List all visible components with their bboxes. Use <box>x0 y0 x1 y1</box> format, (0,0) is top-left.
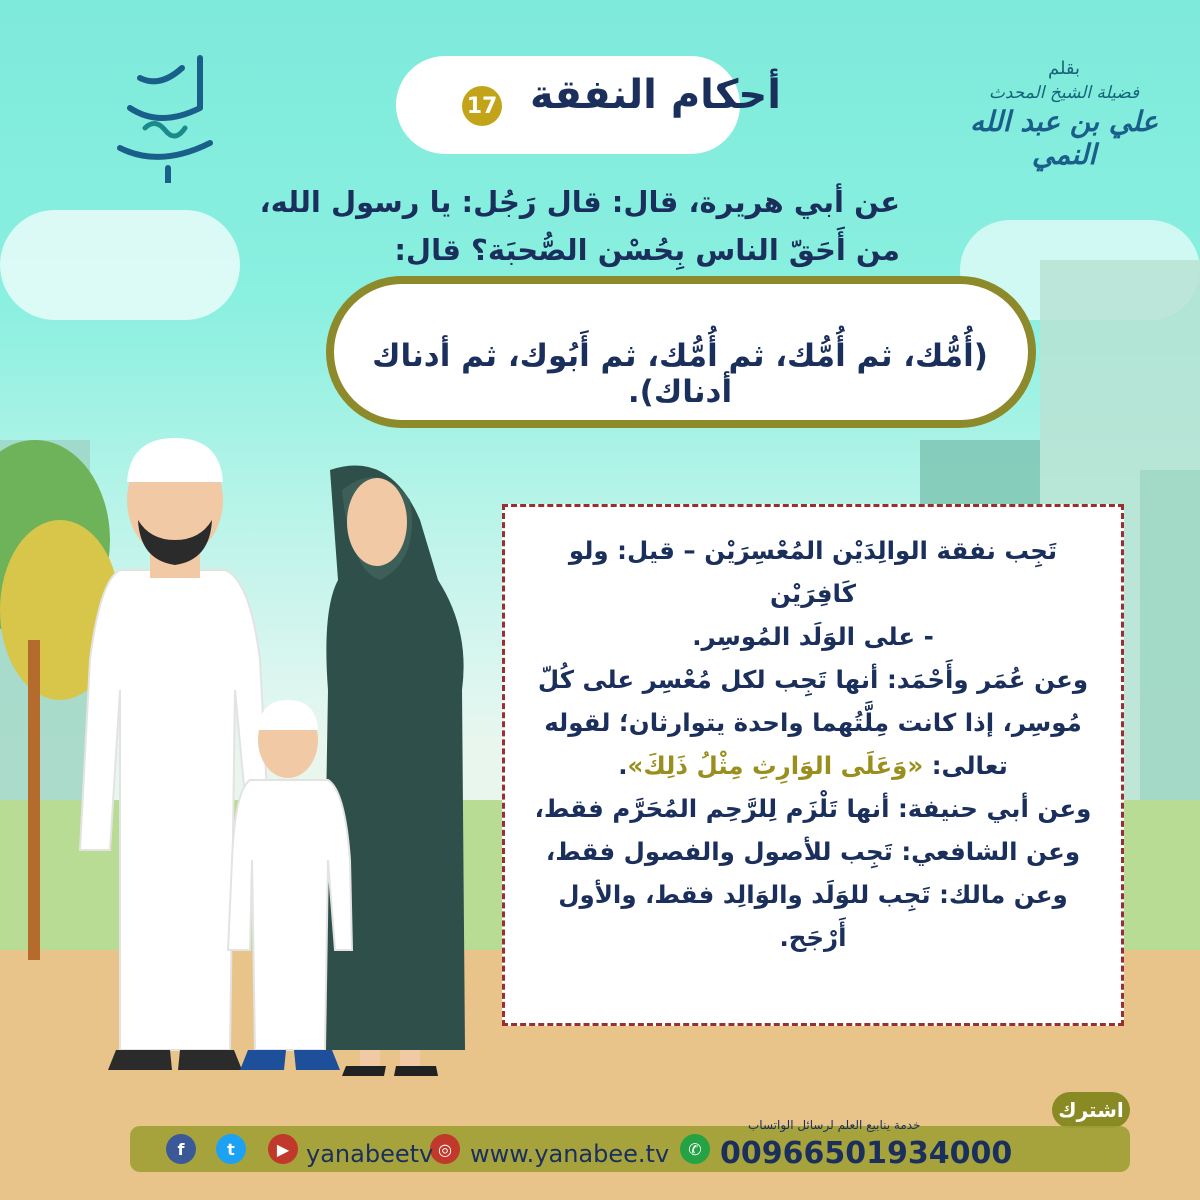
note-line: وعن الشافعي: تَجِب للأصول والفصول فقط، <box>545 837 1081 866</box>
note-line-ayah <box>529 744 1097 787</box>
mother-figure <box>322 466 465 1076</box>
ayah-suffix: . <box>618 751 628 780</box>
website-link[interactable]: www.yanabee.tv <box>470 1140 670 1168</box>
hadith-answer: (أُمُّك، ثم أُمُّك، ثم أُمُّك، ثم أَبُوك، ثم أدناك أدناك). <box>372 338 988 410</box>
hadith-intro <box>200 178 900 274</box>
whatsapp-icon[interactable]: ✆ <box>680 1134 710 1164</box>
note-line: وعن مالك: تَجِب للوَلَد والوَالِد فقط، والأول أَرْجَح. <box>558 880 1068 952</box>
hadith-line-1: عن أبي هريرة، قال: قال رَجُل: يا رسول الله، <box>259 185 900 219</box>
note-line: وعن أبي حنيفة: أنها تَلْزَم لِلرَّحِم المُحَرَّم فقط، <box>534 794 1092 823</box>
whatsapp-service-label: خدمة ينابيع العلم لرسائل الواتساب <box>748 1118 921 1132</box>
author-honorific: فضيلة الشيخ المحدث <box>988 83 1140 103</box>
building <box>1140 470 1200 820</box>
ruling-note <box>502 504 1124 1026</box>
note-line: تَجِب نفقة الوالِدَيْن المُعْسِرَيْن – قيل: ولو كَافِرَيْن <box>568 536 1058 608</box>
brand-logo-calligraphy <box>100 48 230 183</box>
brand-logo <box>100 48 230 183</box>
quran-ayah: «وَعَلَى الوَارِثِ مِثْلُ ذَلِكَ» <box>627 751 924 780</box>
social-handle[interactable]: yanabeetv <box>306 1140 434 1168</box>
dribbble-icon[interactable]: ◎ <box>430 1134 460 1164</box>
author-name: علي بن عبد الله النمي <box>969 105 1159 171</box>
tree-trunk <box>28 640 40 960</box>
twitter-icon[interactable]: t <box>216 1134 246 1164</box>
phone-number[interactable]: 00966501934000 <box>720 1136 1013 1171</box>
subscribe-button[interactable]: اشترك <box>1052 1092 1130 1128</box>
note-line: - على الوَلَد المُوسِر. <box>692 622 934 651</box>
page-title: أحكام النفقة <box>530 72 781 118</box>
author-signature <box>964 58 1164 171</box>
family-illustration <box>60 430 490 1090</box>
father-figure <box>80 438 270 1070</box>
facebook-icon[interactable]: f <box>166 1134 196 1164</box>
episode-number-badge: 17 <box>462 86 502 126</box>
youtube-icon[interactable]: ▶ <box>268 1134 298 1164</box>
author-by: بقلم <box>1047 58 1081 79</box>
hadith-line-2: من أَحَقّ الناس بِحُسْن الصُّحبَة؟ قال: <box>394 233 900 267</box>
ayah-prefix: تعالى: <box>923 751 1008 780</box>
note-line: وعن عُمَر وأَحْمَد: أنها تَجِب لكل مُعْسِر على كُلّ <box>537 665 1089 694</box>
note-line: مُوسِر، إذا كانت مِلَّتُهما واحدة يتوارثان؛ لقوله <box>544 708 1082 737</box>
